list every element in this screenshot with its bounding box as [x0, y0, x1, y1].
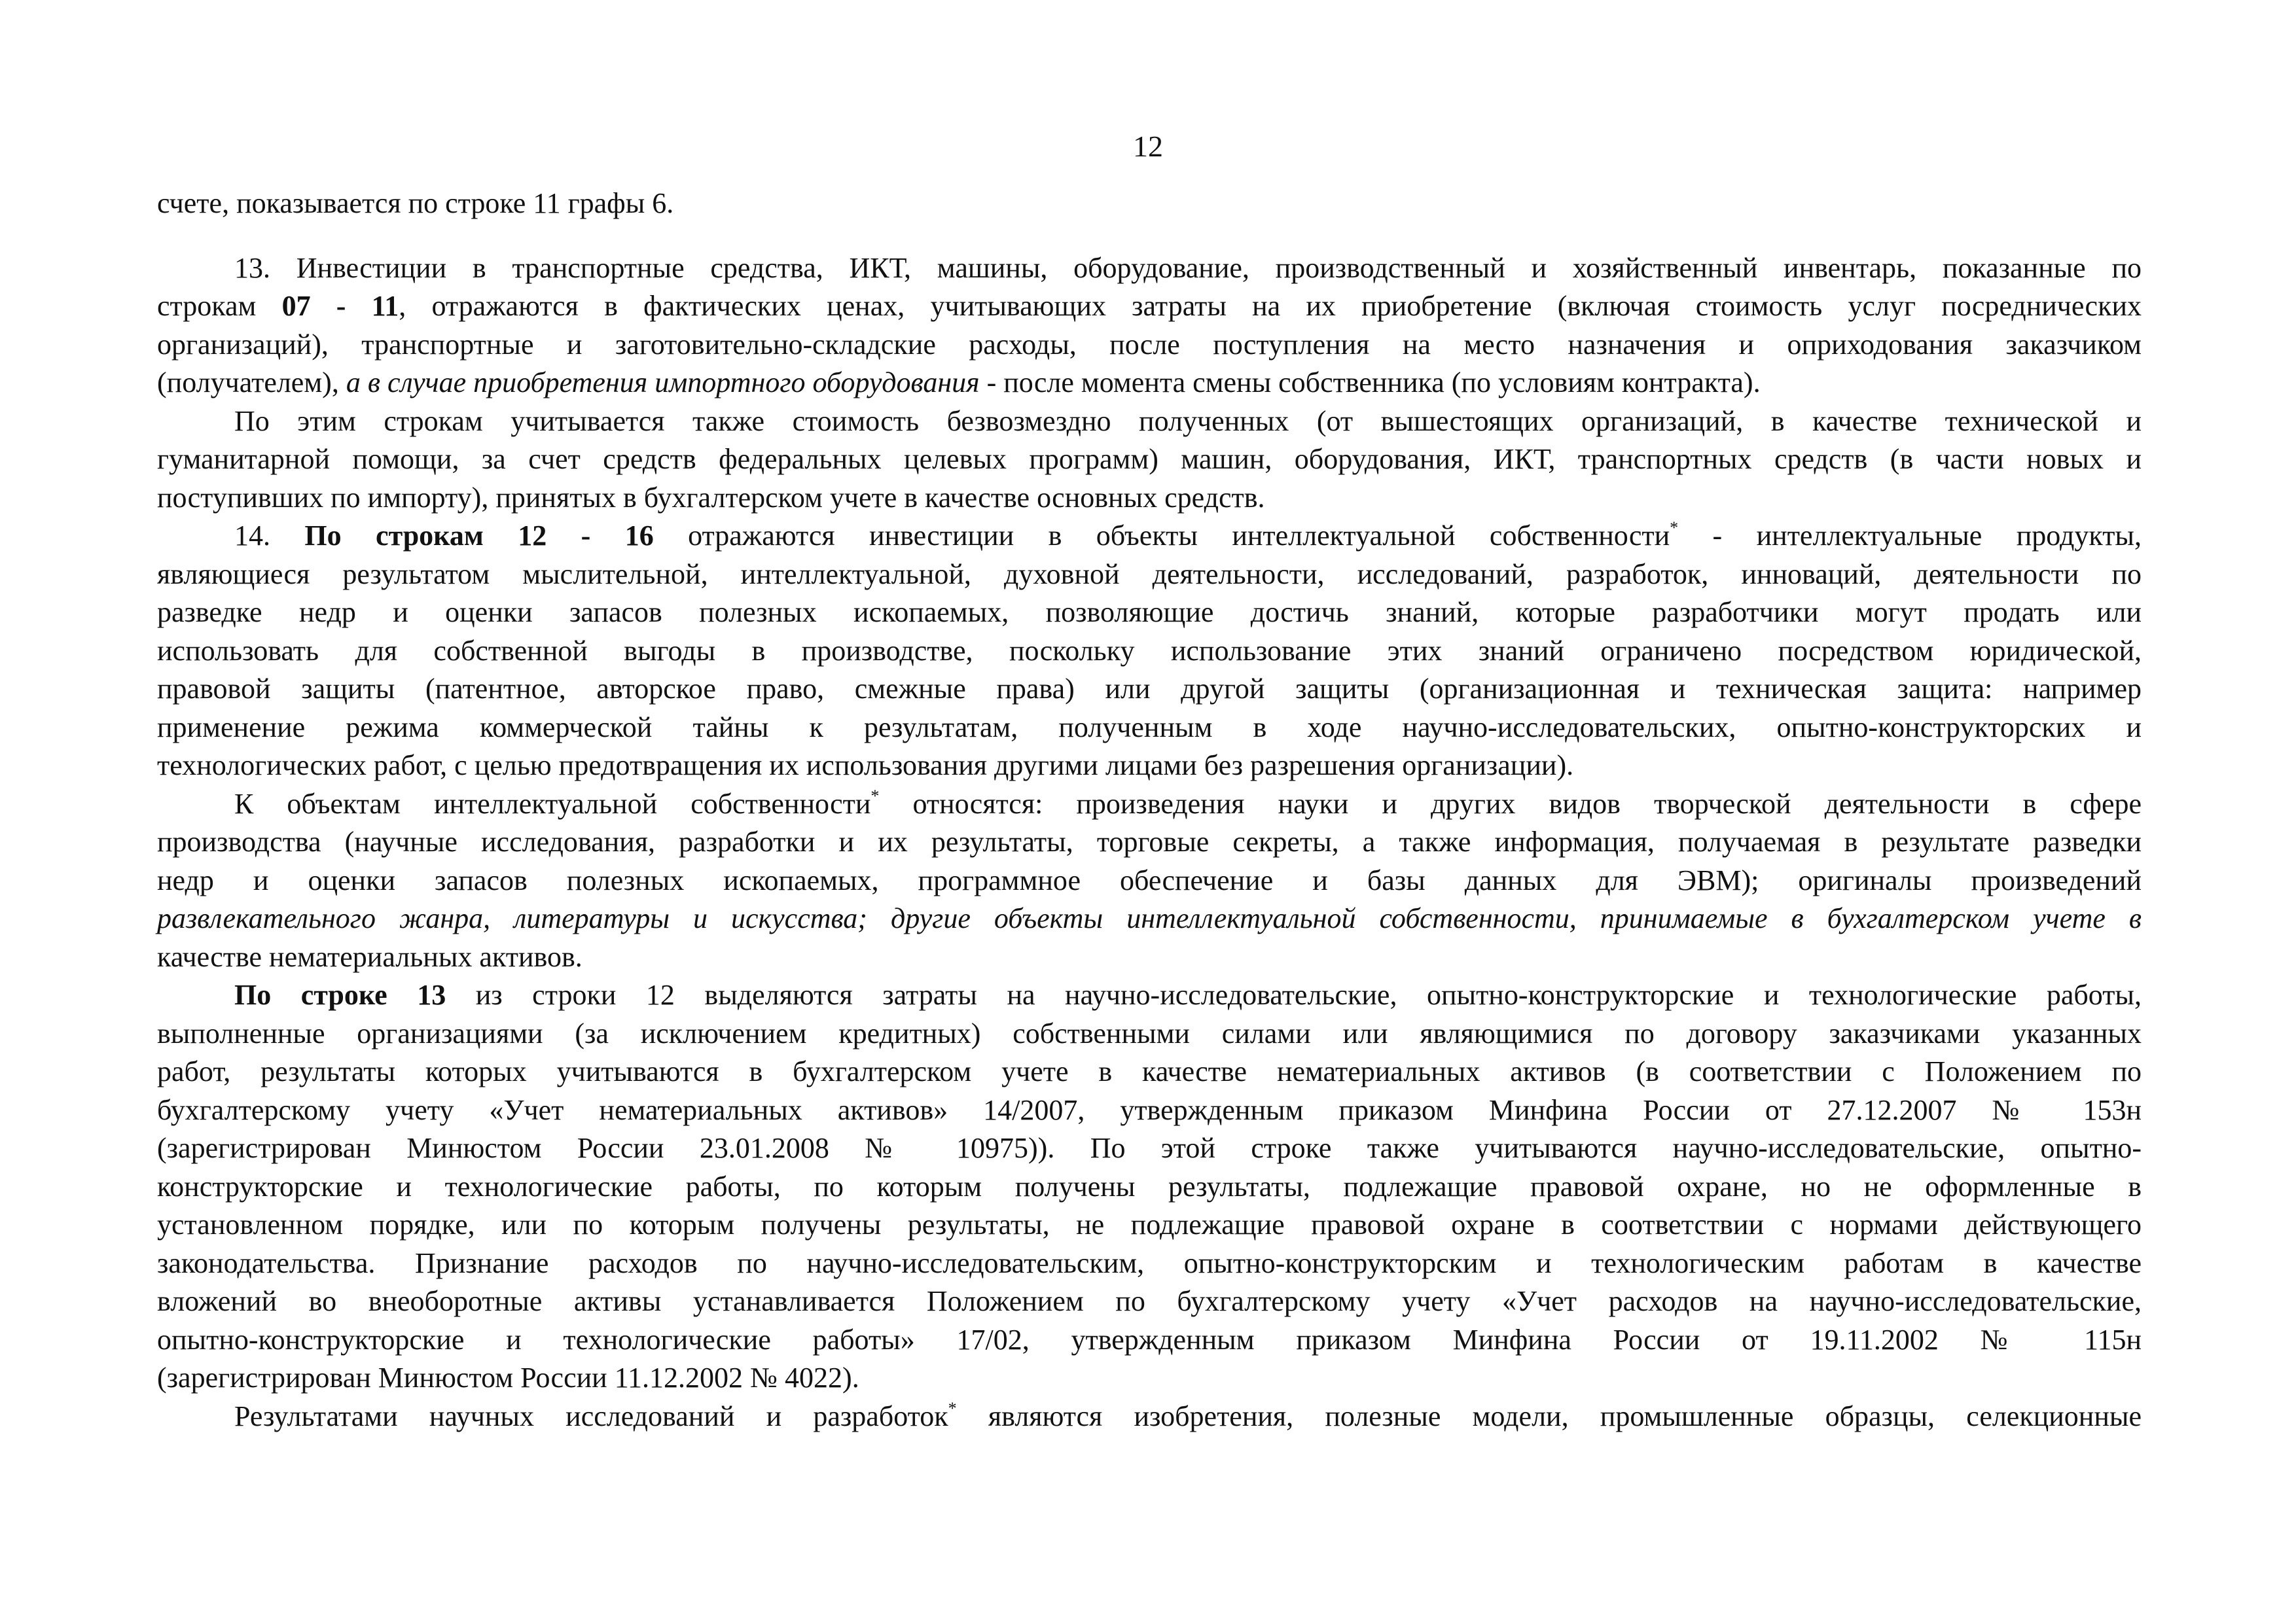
text-run: гуманитарной помощи, за счет средств федеральных целевых программ) машин, оборудования, ИКТ, транспортных средств (в части новых и	[157, 443, 2142, 475]
document-body	[157, 185, 2142, 1436]
text-line	[157, 1244, 2142, 1283]
footnote-marker: *	[1670, 518, 1679, 537]
text-run: из строки 12 выделяются затраты на научно-исследовательские, опытно-конструкторские и технологические работы,	[446, 979, 2142, 1011]
text-run: вложений во внеоборотные активы устанавливается Положением по бухгалтерскому учету «Учет расходов на научно-исследовательские,	[157, 1285, 2142, 1317]
text-line	[157, 670, 2142, 709]
text-run: - интеллектуальные продукты,	[1678, 520, 2142, 552]
footnote-marker: *	[948, 1398, 957, 1418]
paragraph-gap	[157, 223, 2142, 249]
text-line	[157, 1091, 2142, 1130]
text-run: 13. Инвестиции в транспортные средства, ИКТ, машины, оборудование, производственный и хозяйственный инвентарь, показанные по	[234, 251, 2142, 284]
text-run: организаций), транспортные и заготовительно-складские расходы, после поступления на место назначения и оприходования заказчиком	[157, 328, 2142, 361]
text-line	[157, 938, 2142, 977]
text-line	[157, 402, 2142, 441]
text-line	[157, 1168, 2142, 1207]
text-run: поступивших по импорту), принятых в бухгалтерском учете в качестве основных средств.	[157, 481, 1265, 514]
text-line	[157, 249, 2142, 288]
text-run: 14.	[234, 520, 305, 552]
text-run: производства (научные исследования, разработки и их результаты, торговые секреты, а также информация, получаемая в результате разведки	[157, 826, 2142, 858]
text-run: опытно-конструкторские и технологические работы» 17/02, утвержденным приказом Минфина России от 19.11.2002 № 115н	[157, 1323, 2142, 1356]
text-run: недр и оценки запасов полезных ископаемых, программное обеспечение и базы данных для ЭВМ); оригиналы произведений	[157, 864, 2142, 896]
text-run: установленном порядке, или по которым получены результаты, не подлежащие правовой охране в соответствии с нормами действующего	[157, 1209, 2142, 1241]
text-line	[157, 862, 2142, 900]
text-line	[157, 287, 2142, 326]
text-run: относятся: произведения науки и других видов творческой деятельности в сфере	[879, 787, 2142, 820]
text-run: По строке 13	[234, 979, 446, 1011]
text-line	[157, 976, 2142, 1015]
text-run: работ, результаты которых учитываются в бухгалтерском учете в качестве нематериальных активов (в соответствии с Положением по	[157, 1055, 2142, 1087]
text-line	[157, 709, 2142, 747]
text-run: К объектам интеллектуальной собственности	[234, 787, 871, 820]
text-run: (зарегистрирован Минюстом России 23.01.2008 № 10975)). По этой строке также учитываются научно-исследовательские, опытно-	[157, 1132, 2142, 1164]
text-run: разведке недр и оценки запасов полезных ископаемых, позволяющие достичь знаний, которые разработчики могут продать или	[157, 596, 2142, 628]
text-run: - после момента смены собственника (по условиям контракта).	[979, 366, 1761, 398]
text-run: применение режима коммерческой тайны к результатам, полученным в ходе научно-исследовательских, опытно-конструкторских и	[157, 711, 2142, 743]
text-line	[157, 747, 2142, 785]
text-line	[157, 823, 2142, 862]
text-line	[157, 593, 2142, 632]
text-line	[157, 440, 2142, 479]
footnote-marker: *	[870, 786, 880, 805]
text-line	[157, 185, 2142, 223]
text-run: счете, показывается по строке 11 графы 6.	[157, 187, 674, 219]
text-line	[157, 364, 2142, 402]
text-line	[157, 785, 2142, 824]
text-run: По этим строкам учитывается также стоимость безвозмездно полученных (от вышестоящих организаций, в качестве технической и	[234, 404, 2142, 437]
text-line	[157, 517, 2142, 556]
text-run: По строкам 12 - 16	[304, 520, 654, 552]
text-run: (получателем),	[157, 366, 346, 398]
text-run: технологических работ, с целью предотвращения их использования другими лицами без разрешения организации).	[157, 749, 1574, 781]
text-run: законодательства. Признание расходов по научно-исследовательским, опытно-конструкторским и технологическим работам в качестве	[157, 1246, 2142, 1279]
text-run: являются изобретения, полезные модели, промышленные образцы, селекционные	[956, 1400, 2142, 1432]
text-line	[157, 556, 2142, 594]
text-run: отражаются инвестиции в объекты интеллектуальной собственности	[653, 520, 1670, 552]
text-run: использовать для собственной выгоды в производстве, поскольку использование этих знаний ограничено посредством юридической,	[157, 634, 2142, 667]
text-run: выполненные организациями (за исключением кредитных) собственными силами или являющимися по договору заказчиками указанных	[157, 1017, 2142, 1050]
text-run: бухгалтерскому учету «Учет нематериальных активов» 14/2007, утвержденным приказом Минфина России от 27.12.2007 № 153н	[157, 1093, 2142, 1126]
text-run: являющиеся результатом мыслительной, интеллектуальной, духовной деятельности, исследований, разработок, инноваций, деятельности по	[157, 557, 2142, 590]
text-run: 07 - 11	[281, 290, 399, 322]
text-line	[157, 1015, 2142, 1053]
text-run: Результатами научных исследований и разработок	[234, 1400, 948, 1432]
text-line	[157, 479, 2142, 518]
text-line	[157, 1359, 2142, 1398]
text-run: а в случае приобретения импортного оборудования	[346, 366, 980, 398]
text-line	[157, 1129, 2142, 1168]
text-run: , отражаются в фактических ценах, учитывающих затраты на их приобретение (включая стоимость услуг посреднических	[399, 290, 2142, 322]
text-line	[157, 1398, 2142, 1436]
text-line	[157, 900, 2142, 938]
text-run: правовой защиты (патентное, авторское право, смежные права) или другой защиты (организационная и техническая защита: например	[157, 673, 2142, 705]
text-run: строкам	[157, 290, 282, 322]
text-line	[157, 632, 2142, 671]
text-line	[157, 1321, 2142, 1360]
text-run: конструкторские и технологические работы, по которым получены результаты, подлежащие правовой охране, но не оформленные в	[157, 1170, 2142, 1203]
text-line	[157, 1282, 2142, 1321]
text-run: развлекательного жанра, литературы и искусства; другие объекты интеллектуальной собственности, принимаемые в бухгалтерском учете в	[157, 902, 2142, 934]
text-line	[157, 326, 2142, 364]
text-run: качестве нематериальных активов.	[157, 940, 583, 973]
text-run: (зарегистрирован Минюстом России 11.12.2002 № 4022).	[157, 1362, 859, 1394]
page-number: 12	[1133, 130, 1163, 163]
text-line	[157, 1053, 2142, 1091]
text-line	[157, 1206, 2142, 1244]
